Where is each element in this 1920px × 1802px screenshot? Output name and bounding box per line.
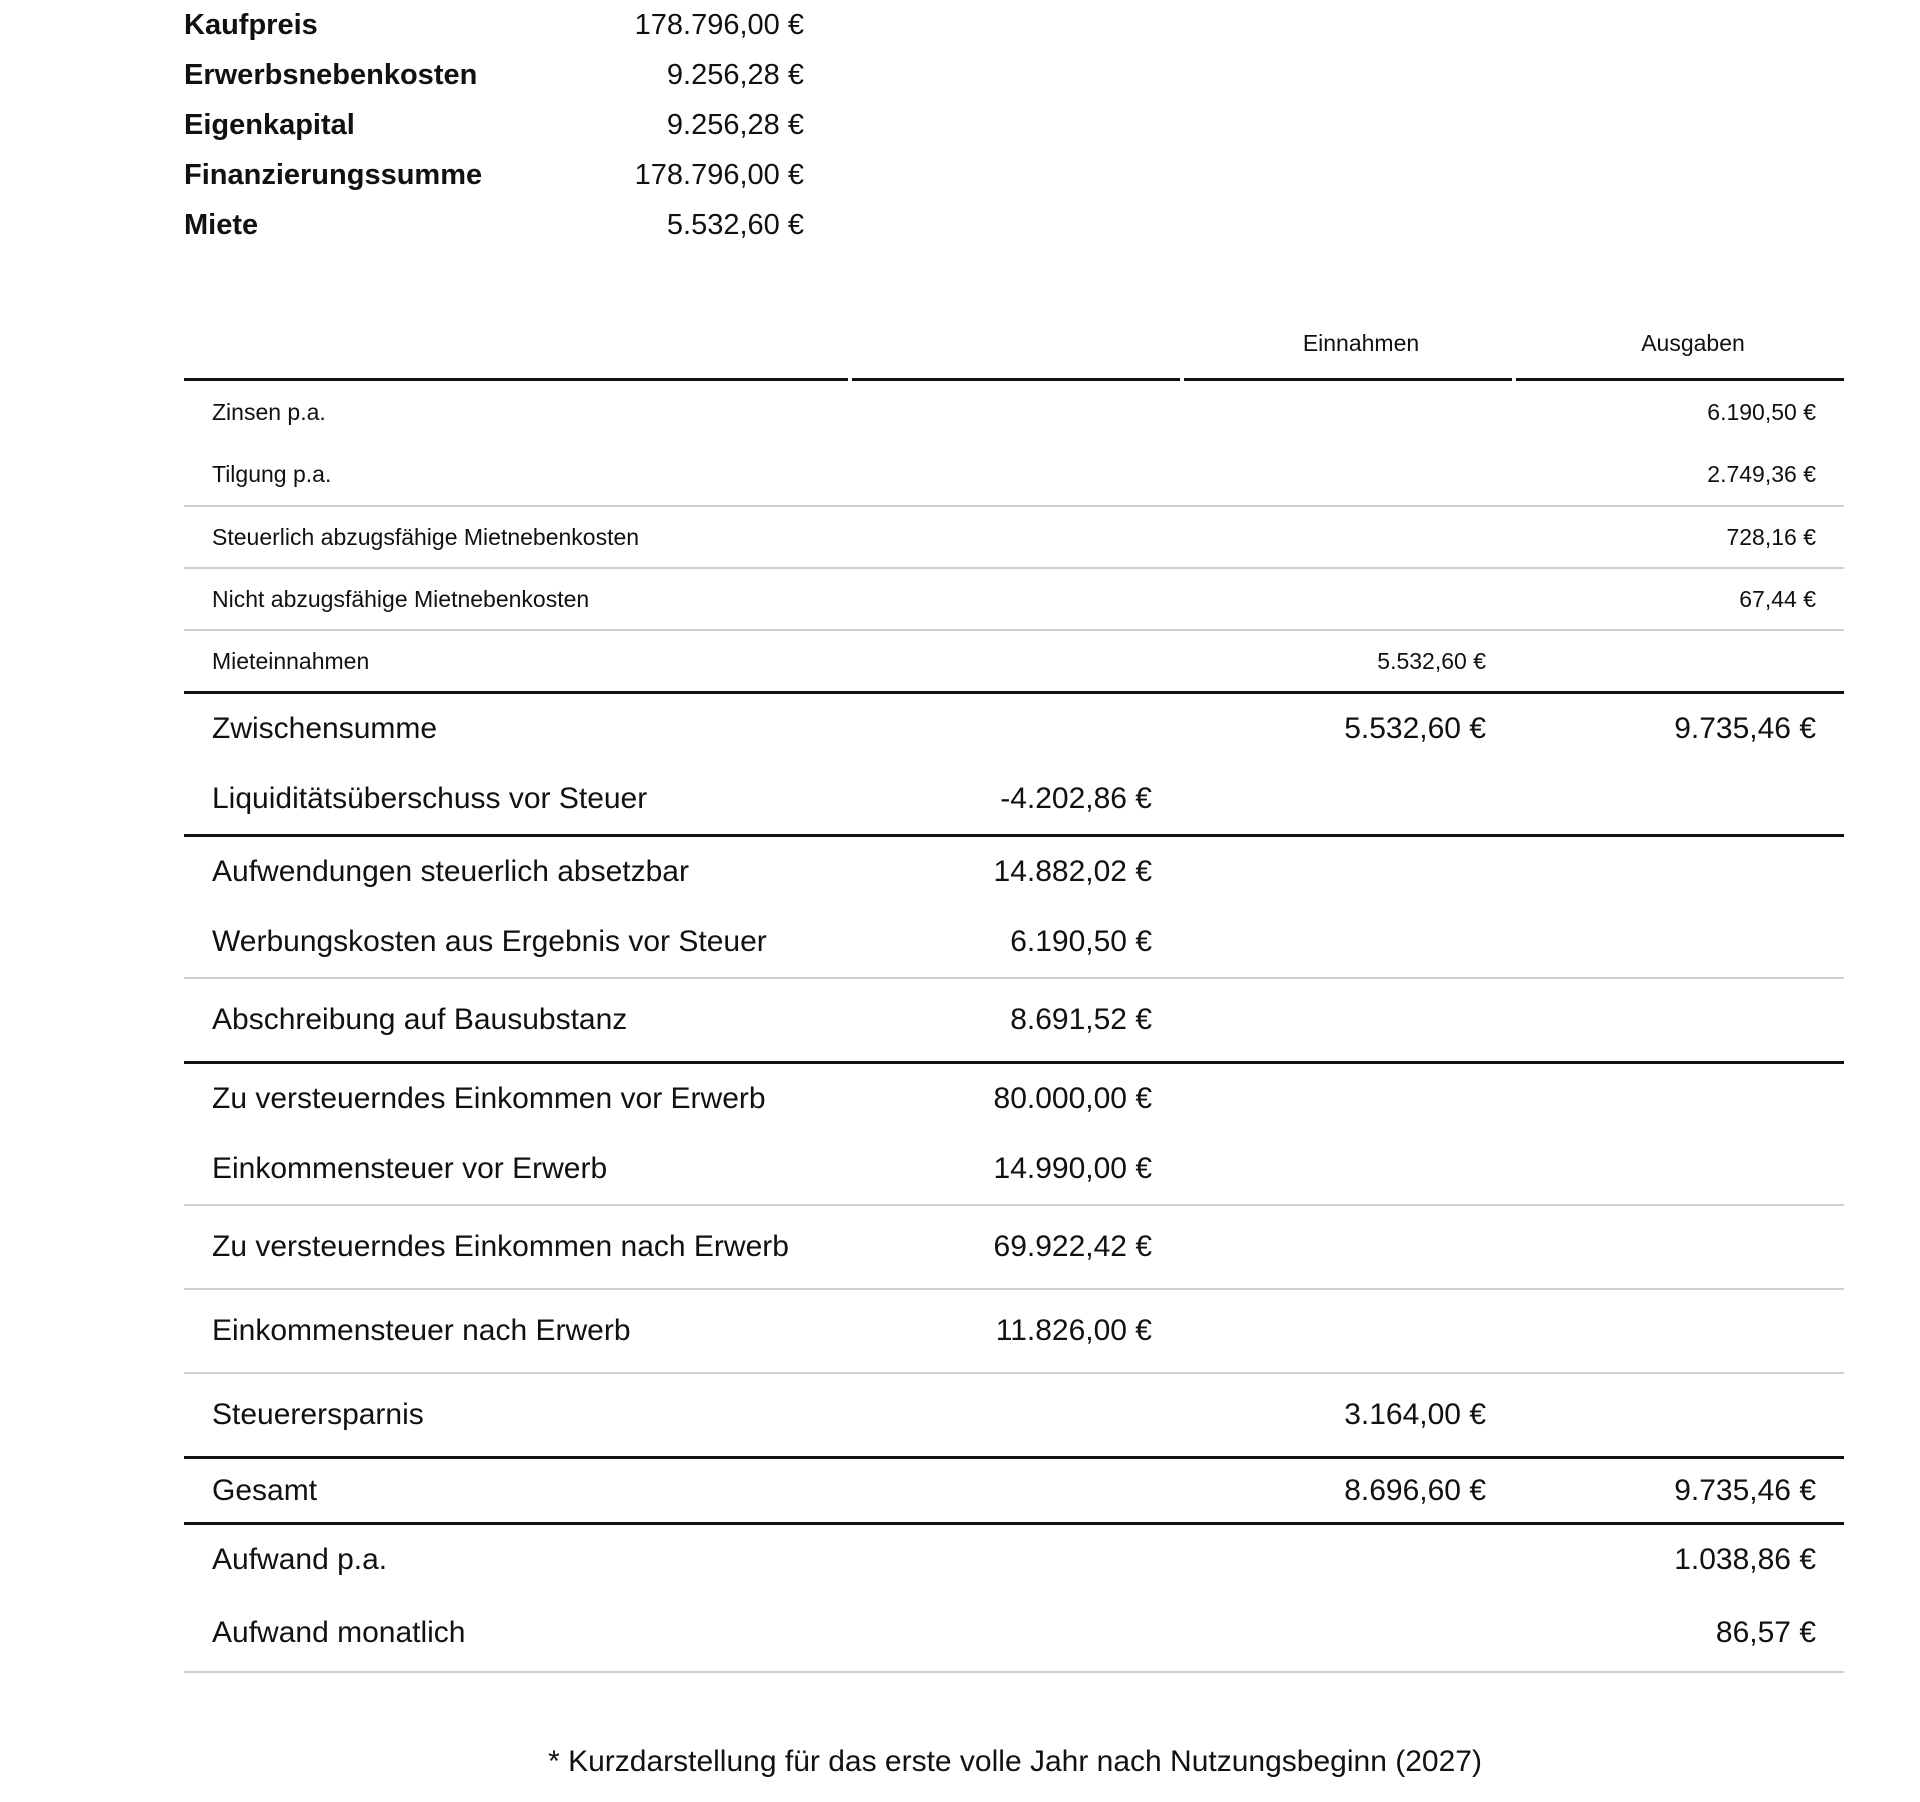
header-einnahmen: Einnahmen (1302, 330, 1420, 356)
cashflow-table (184, 318, 1844, 1673)
table-row-est-vor-erwerb (184, 1134, 1844, 1204)
wert-value: 80.000,00 € (993, 1082, 1152, 1115)
row-label: Steuerlich abzugsfähige Mietnebenkosten (212, 523, 640, 550)
table-row-abzugsfaehige-nebenkosten (184, 505, 1844, 567)
summary-value: 178.796,00 € (634, 159, 804, 191)
header-ausgaben: Ausgaben (1641, 330, 1745, 356)
wert-value: 14.882,02 € (993, 855, 1152, 888)
wert-value: 14.990,00 € (993, 1152, 1152, 1185)
row-label: Einkommensteuer vor Erwerb (212, 1152, 608, 1185)
summary-value: 178.796,00 € (634, 9, 804, 41)
row-label: Aufwand p.a. (212, 1543, 388, 1576)
row-label: Gesamt (212, 1473, 318, 1507)
row-label: Zinsen p.a. (212, 398, 326, 425)
footnote: * Kurzdarstellung für das erste volle Jahr nach Nutzungsbeginn (2027) (548, 1745, 1482, 1778)
summary-label: Kaufpreis (184, 9, 318, 41)
einnahmen-value: 3.164,00 € (1344, 1398, 1486, 1431)
row-label: Liquiditätsüberschuss vor Steuer (212, 782, 648, 815)
wert-value: -4.202,86 € (1000, 782, 1152, 815)
wert-value: 8.691,52 € (1010, 1003, 1152, 1036)
row-label: Nicht abzugsfähige Mietnebenkosten (212, 585, 590, 612)
purchase-summary (184, 0, 804, 250)
ausgaben-value: 9.735,46 € (1674, 712, 1816, 745)
summary-label: Erwerbsnebenkosten (184, 59, 478, 91)
table-row-zve-vor-erwerb (184, 1061, 1844, 1134)
row-label: Aufwendungen steuerlich absetzbar (212, 855, 689, 888)
row-label: Aufwand monatlich (212, 1616, 466, 1649)
ausgaben-value: 1.038,86 € (1674, 1543, 1816, 1576)
wert-value: 6.190,50 € (1010, 925, 1152, 958)
table-row-gesamt (184, 1456, 1844, 1522)
summary-value: 5.532,60 € (666, 209, 804, 241)
einnahmen-value: 8.696,60 € (1344, 1473, 1486, 1507)
table-row-tilgung (184, 443, 1844, 505)
summary-row-erwerbsnebenkosten (184, 50, 804, 100)
table-header (184, 318, 1844, 381)
row-label: Werbungskosten aus Ergebnis vor Steuer (212, 925, 767, 958)
summary-label: Miete (184, 209, 259, 241)
table-row-abschreibung (184, 977, 1844, 1061)
table-row-zinsen (184, 381, 1844, 443)
ausgaben-value: 728,16 € (1726, 523, 1816, 550)
summary-value: 9.256,28 € (666, 59, 804, 91)
table-row-mieteinnahmen (184, 629, 1844, 691)
table-row-zwischensumme (184, 691, 1844, 764)
row-label: Tilgung p.a. (212, 460, 332, 487)
table-row-aufwendungen-absetzbar (184, 834, 1844, 907)
table-row-nicht-abzugsfaehige-nebenkosten (184, 567, 1844, 629)
row-label: Zu versteuerndes Einkommen nach Erwerb (212, 1230, 789, 1263)
table-row-est-nach-erwerb (184, 1288, 1844, 1372)
row-label: Mieteinnahmen (212, 647, 370, 674)
wert-value: 69.922,42 € (993, 1230, 1152, 1263)
ausgaben-value: 86,57 € (1715, 1616, 1816, 1649)
wert-value: 11.826,00 € (995, 1314, 1152, 1347)
ausgaben-value: 2.749,36 € (1707, 460, 1816, 487)
einnahmen-value: 5.532,60 € (1377, 647, 1486, 674)
table-row-zve-nach-erwerb (184, 1204, 1844, 1288)
row-label: Steuerersparnis (212, 1398, 424, 1431)
summary-label: Finanzierungssumme (184, 159, 483, 191)
table-row-werbungskosten (184, 907, 1844, 977)
table-row-liquiditaetsueberschuss (184, 764, 1844, 834)
summary-label: Eigenkapital (184, 109, 355, 141)
summary-row-eigenkapital (184, 100, 804, 150)
table-row-aufwand-pa (184, 1522, 1844, 1595)
row-label: Zu versteuerndes Einkommen vor Erwerb (212, 1082, 766, 1115)
summary-row-kaufpreis (184, 0, 804, 50)
summary-row-finanzierungssumme (184, 150, 804, 200)
einnahmen-value: 5.532,60 € (1344, 712, 1486, 745)
table-row-aufwand-monatlich (184, 1595, 1844, 1673)
summary-row-miete (184, 200, 804, 250)
ausgaben-value: 67,44 € (1739, 585, 1816, 612)
ausgaben-value: 9.735,46 € (1674, 1473, 1816, 1507)
table-row-steuerersparnis (184, 1372, 1844, 1456)
summary-value: 9.256,28 € (666, 109, 804, 141)
row-label: Zwischensumme (212, 712, 438, 745)
ausgaben-value: 6.190,50 € (1707, 398, 1816, 425)
row-label: Abschreibung auf Bausubstanz (212, 1003, 628, 1036)
row-label: Einkommensteuer nach Erwerb (212, 1314, 631, 1347)
